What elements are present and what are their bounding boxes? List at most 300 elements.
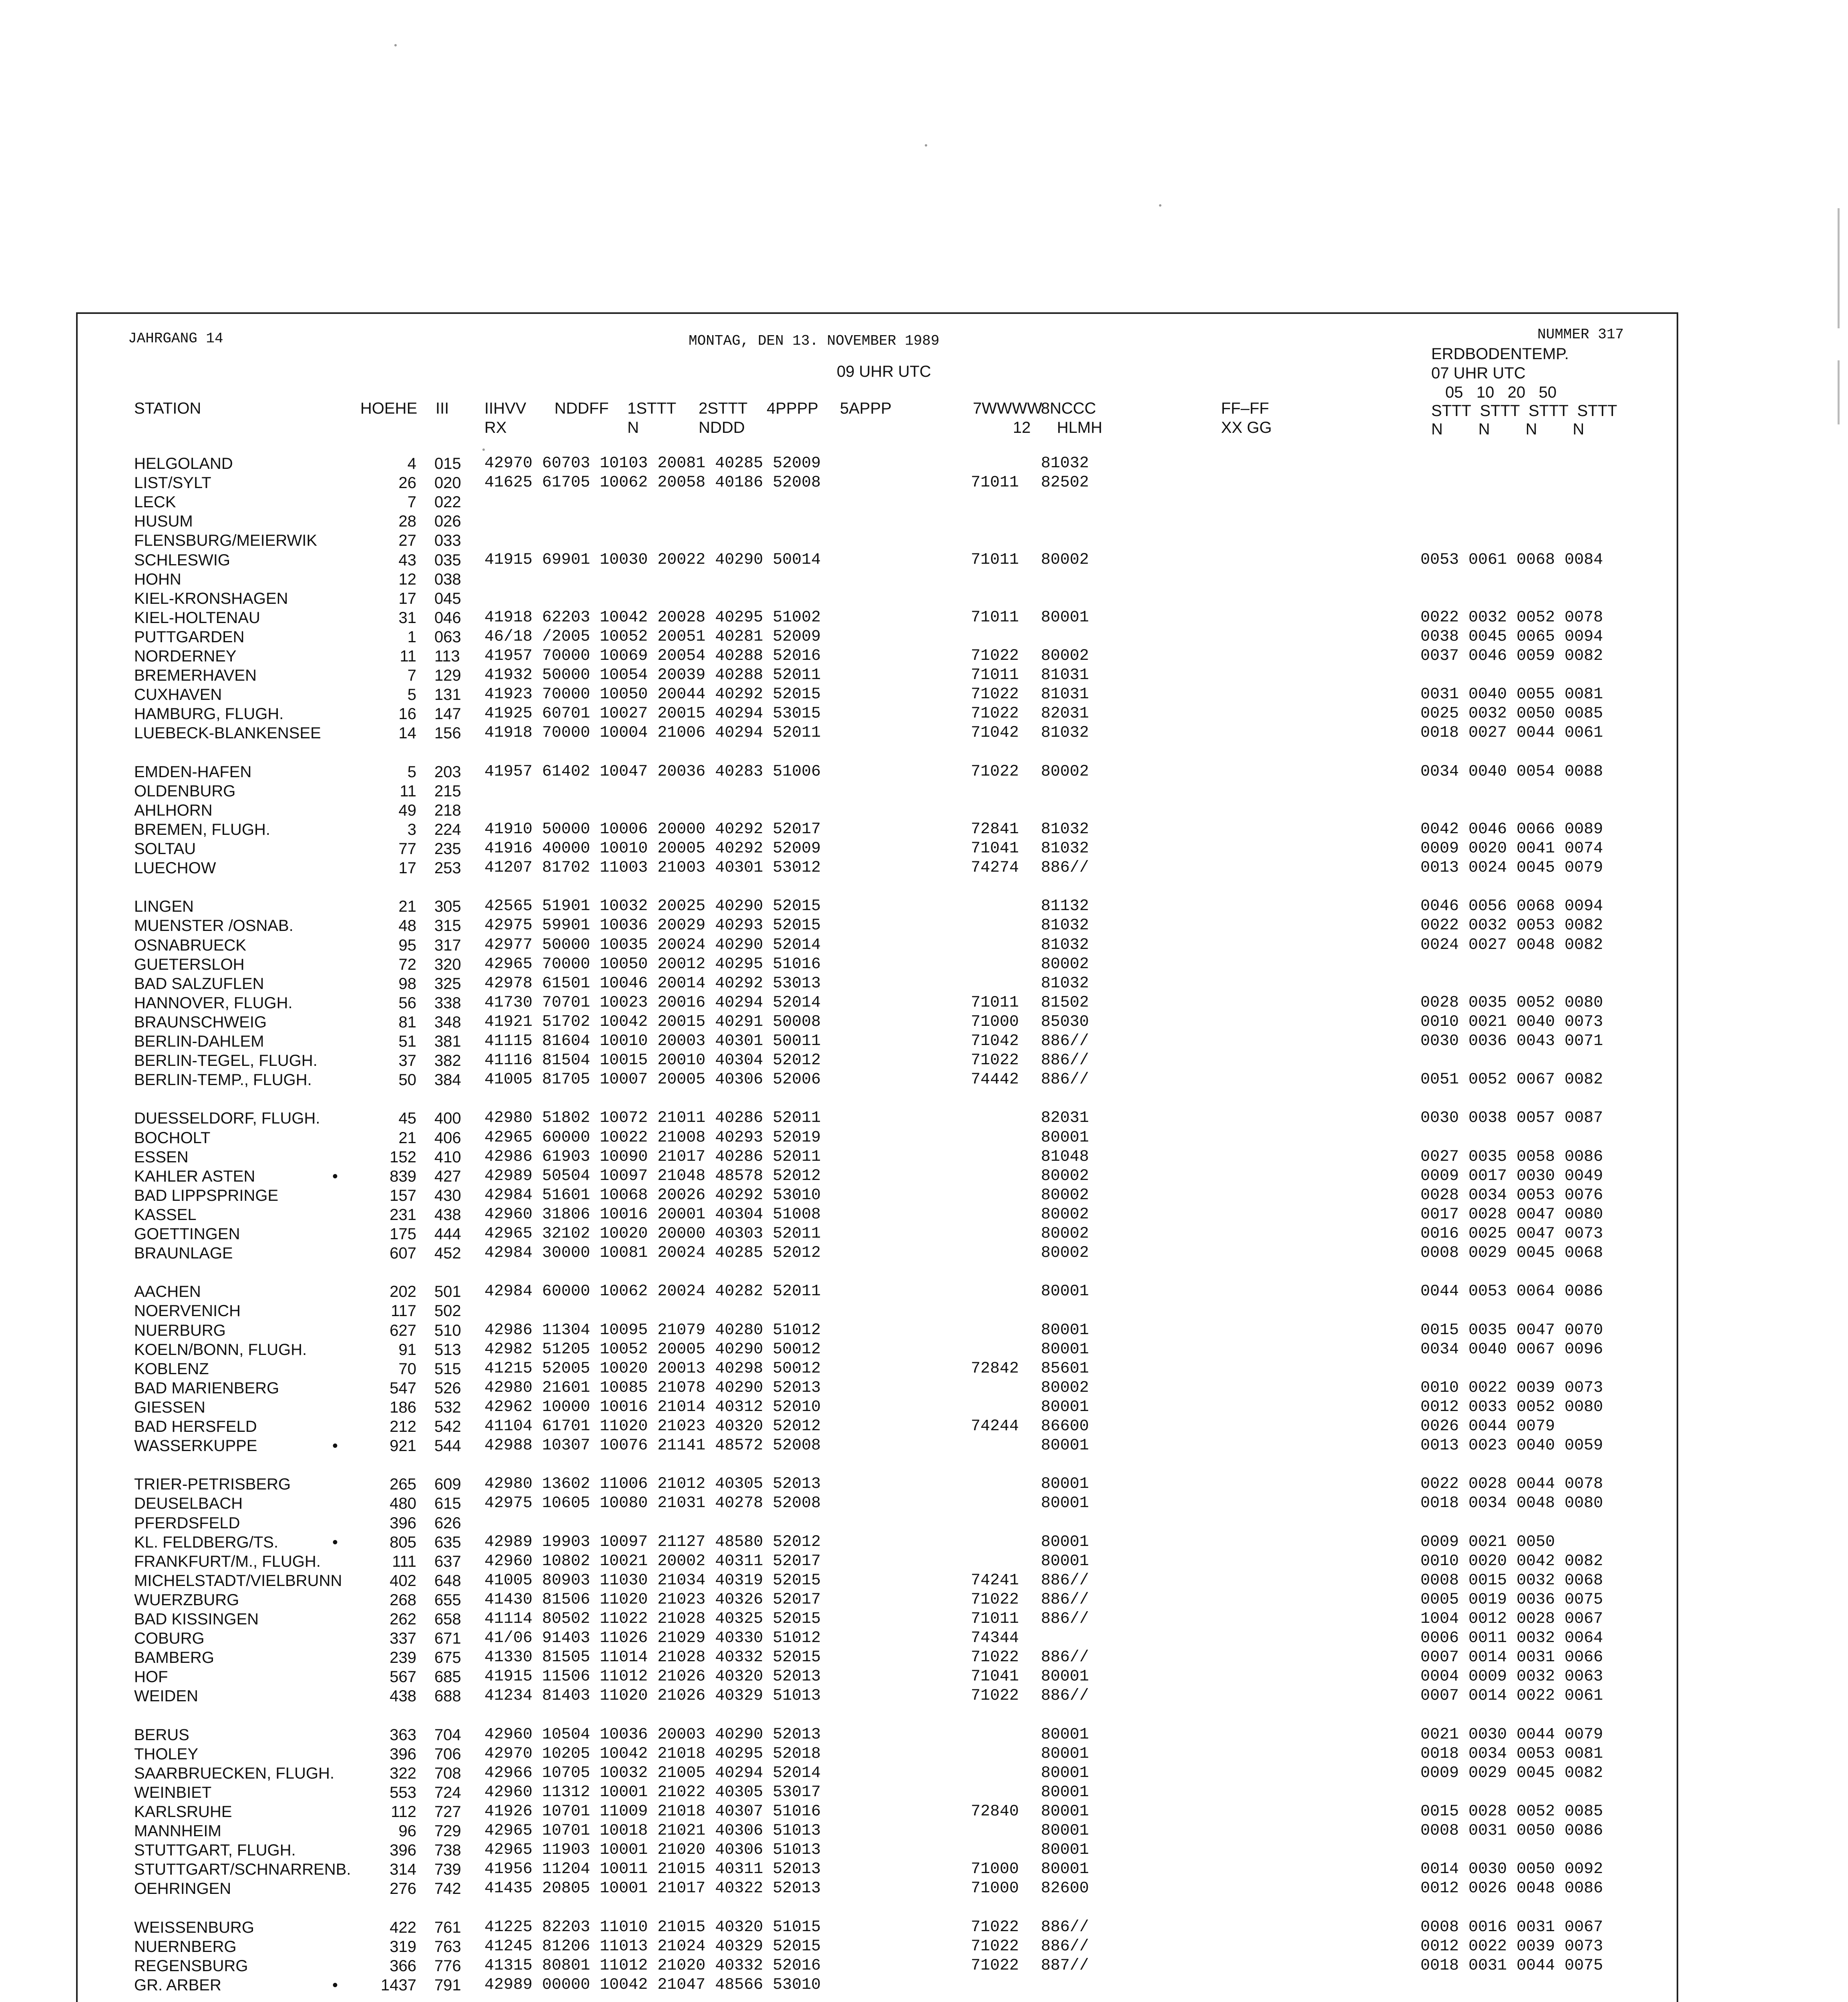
station-name: WEIDEN: [134, 1687, 198, 1705]
station-index: 038: [434, 570, 461, 588]
station-index: 410: [434, 1148, 461, 1166]
synop-groups: 42960 31806 10016 20001 40304 51008: [484, 1205, 821, 1224]
soil-temperatures: 0030 0038 0057 0087: [1420, 1109, 1603, 1128]
station-name: MICHELSTADT/VIELBRUNN: [134, 1572, 342, 1590]
cloud-group: 82031: [1041, 705, 1089, 723]
soil-temperatures: 0022 0032 0053 0082: [1420, 917, 1603, 935]
cloud-group: 81031: [1041, 666, 1089, 685]
station-height: 402: [390, 1572, 416, 1590]
station-index: 035: [434, 551, 461, 569]
cloud-group: 80001: [1041, 1321, 1089, 1339]
station-name: SAARBRUECKEN, FLUGH.: [134, 1764, 335, 1782]
station-height: 231: [390, 1206, 416, 1224]
station-name: THOLEY: [134, 1745, 199, 1763]
station-height: 81: [398, 1013, 416, 1031]
station-index: 609: [434, 1475, 461, 1493]
station-name: EMDEN-HAFEN: [134, 763, 252, 781]
station-index: 444: [434, 1225, 461, 1243]
synop-groups: 42980 13602 11006 21012 40305 52013: [484, 1475, 821, 1493]
weather-group: 71022: [971, 1956, 1019, 1975]
station-height: 480: [390, 1495, 416, 1513]
station-index: 253: [434, 859, 461, 877]
mountain-station-marker: •: [332, 1437, 338, 1455]
station-height: 112: [391, 1803, 416, 1821]
synop-groups: 42977 50000 10035 20024 40290 52014: [484, 936, 821, 954]
cloud-group: 81032: [1041, 724, 1089, 742]
station-name: HANNOVER, FLUGH.: [134, 994, 293, 1012]
col-group8-sub: HLMH: [1057, 419, 1103, 436]
synop-groups: 41435 20805 10001 21017 40322 52013: [484, 1879, 821, 1898]
weather-group: 71042: [971, 724, 1019, 742]
station-name: SOLTAU: [134, 840, 196, 858]
station-name: MANNHEIM: [134, 1822, 221, 1840]
cloud-group: 80002: [1041, 1167, 1089, 1185]
cloud-group: 81132: [1041, 897, 1089, 916]
soil-temperatures: 0013 0024 0045 0079: [1420, 859, 1603, 877]
station-index: 513: [434, 1341, 461, 1359]
soil-temperatures: 0044 0053 0064 0086: [1420, 1282, 1603, 1301]
synop-groups: 41625 61705 10062 20058 40186 52008: [484, 474, 821, 492]
soil-temperatures: 0012 0026 0048 0086: [1420, 1879, 1603, 1898]
station-index: 320: [434, 955, 461, 973]
station-name: TRIER-PETRISBERG: [134, 1475, 291, 1493]
station-height: 12: [398, 570, 416, 588]
station-index: 655: [434, 1591, 461, 1609]
station-height: 396: [390, 1841, 416, 1859]
station-name: BAD MARIENBERG: [134, 1379, 279, 1397]
station-height: 314: [390, 1861, 416, 1879]
station-height: 111: [392, 1552, 416, 1570]
station-index: 648: [434, 1572, 461, 1590]
cloud-group: 886//: [1041, 1051, 1089, 1070]
station-name: GR. ARBER: [134, 1976, 221, 1994]
weather-group: 74274: [971, 859, 1019, 877]
date-label: MONTAG, DEN 13. NOVEMBER 1989: [689, 333, 940, 349]
soil-temperatures: 0009 0017 0030 0049: [1420, 1167, 1603, 1185]
station-height: 11: [400, 782, 416, 800]
synop-groups: 41957 61402 10047 20036 40283 51006: [484, 762, 821, 781]
cloud-group: 80002: [1041, 955, 1089, 973]
issue-number: NUMMER 317: [1537, 326, 1624, 343]
synop-groups: 41116 81504 10015 20010 40304 52012: [484, 1051, 821, 1070]
station-index: 515: [434, 1360, 461, 1378]
station-name: WEISSENBURG: [134, 1918, 255, 1936]
station-index: 532: [434, 1398, 461, 1416]
station-name: GIESSEN: [134, 1398, 205, 1416]
station-height: 28: [398, 513, 416, 531]
weather-group: 71022: [971, 685, 1019, 704]
station-index: 615: [434, 1495, 461, 1513]
soil-temperatures: 0026 0044 0079: [1420, 1417, 1555, 1435]
cloud-group: 80001: [1041, 1494, 1089, 1513]
synop-groups: 41926 10701 11009 21018 40307 51016: [484, 1803, 821, 1821]
soil-temperatures: 0022 0028 0044 0078: [1420, 1475, 1603, 1493]
cloud-group: 80001: [1041, 1437, 1089, 1455]
station-name: BAD HERSFELD: [134, 1418, 257, 1435]
station-height: 96: [398, 1822, 416, 1840]
soil-temperatures: 0018 0031 0044 0075: [1420, 1956, 1603, 1975]
weather-group: 71011: [971, 551, 1019, 569]
synop-groups: 42975 59901 10036 20029 40293 52015: [484, 917, 821, 935]
synop-groups: 42960 11312 10001 21022 40305 53017: [484, 1783, 821, 1801]
station-height: 98: [398, 975, 416, 993]
synop-groups: 42978 61501 10046 20014 40292 53013: [484, 974, 821, 993]
cloud-group: 86600: [1041, 1417, 1089, 1435]
cloud-group: 81032: [1041, 936, 1089, 954]
weather-group: 72840: [971, 1803, 1019, 1821]
cloud-group: 80002: [1041, 1225, 1089, 1243]
station-height: 17: [398, 859, 416, 877]
station-height: 49: [398, 801, 416, 819]
station-index: 022: [434, 493, 461, 511]
station-index: 218: [434, 801, 461, 819]
synop-groups: 41925 60701 10027 20015 40294 53015: [484, 705, 821, 723]
station-height: 322: [390, 1764, 416, 1782]
cloud-group: 80002: [1041, 1244, 1089, 1262]
station-name: NOERVENICH: [134, 1302, 241, 1320]
cloud-group: 80001: [1041, 1475, 1089, 1493]
station-height: 7: [407, 493, 416, 511]
station-index: 203: [434, 763, 461, 781]
soil-temperatures: 0005 0019 0036 0075: [1420, 1590, 1603, 1609]
station-name: KASSEL: [134, 1206, 197, 1224]
station-index: 317: [434, 936, 461, 954]
station-index: 501: [434, 1283, 461, 1301]
station-name: BREMEN, FLUGH.: [134, 820, 271, 838]
station-index: 131: [434, 686, 461, 704]
synop-groups: 41315 80801 11012 21020 40332 52016: [484, 1956, 821, 1975]
soil-temperatures: 0038 0045 0065 0094: [1420, 627, 1603, 646]
cloud-group: 80001: [1041, 1128, 1089, 1147]
cloud-group: 80001: [1041, 1725, 1089, 1744]
station-height: 27: [398, 532, 416, 550]
station-name: NUERNBERG: [134, 1938, 237, 1956]
station-name: BERUS: [134, 1726, 189, 1744]
synop-groups: 41234 81403 11020 21026 40329 51013: [484, 1687, 821, 1705]
weather-group: 71022: [971, 1687, 1019, 1705]
station-index: 704: [434, 1726, 461, 1744]
soil-temperatures: 0013 0023 0040 0059: [1420, 1437, 1603, 1455]
station-name: AACHEN: [134, 1283, 201, 1301]
station-index: 063: [434, 628, 461, 646]
soil-temperatures: 0009 0020 0041 0074: [1420, 840, 1603, 858]
station-height: 396: [390, 1514, 416, 1532]
station-index: 688: [434, 1687, 461, 1705]
station-index: 026: [434, 513, 461, 531]
station-index: 724: [434, 1783, 461, 1801]
station-name: BAD KISSINGEN: [134, 1610, 259, 1628]
col-group4: 2STTT: [699, 400, 748, 417]
station-index: 742: [434, 1880, 461, 1898]
col-group6: 5APPP: [840, 400, 892, 417]
station-height: 37: [398, 1052, 416, 1070]
soil-temperatures: 0024 0027 0048 0082: [1420, 936, 1603, 954]
station-name: LECK: [134, 493, 176, 511]
station-height: 202: [390, 1283, 416, 1301]
station-index: 729: [434, 1822, 461, 1840]
synop-groups: 42966 10705 10032 21005 40294 52014: [484, 1764, 821, 1782]
cloud-group: 887//: [1041, 1956, 1089, 1975]
station-name: PUTTGARDEN: [134, 628, 245, 646]
cloud-group: 80001: [1041, 1668, 1089, 1686]
cloud-group: 80001: [1041, 1398, 1089, 1416]
weather-group: 74244: [971, 1417, 1019, 1435]
weather-group: 71022: [971, 1937, 1019, 1956]
station-name: REGENSBURG: [134, 1957, 248, 1975]
cloud-group: 80001: [1041, 1841, 1089, 1859]
cloud-group: 886//: [1041, 1032, 1089, 1050]
cloud-group: 81032: [1041, 840, 1089, 858]
station-name: AHLHORN: [134, 801, 213, 819]
cloud-group: 80001: [1041, 1282, 1089, 1301]
station-index: 727: [434, 1803, 461, 1821]
soil-temperatures: 0016 0025 0047 0073: [1420, 1225, 1603, 1243]
soil-temperatures: 0015 0028 0052 0085: [1420, 1803, 1603, 1821]
station-height: 91: [398, 1341, 416, 1359]
col-soil-a: STTT STTT STTT STTT: [1431, 402, 1617, 420]
station-name: HAMBURG, FLUGH.: [134, 705, 284, 723]
station-name: WASSERKUPPE: [134, 1437, 257, 1455]
soil-temperatures: 0010 0021 0040 0073: [1420, 1013, 1603, 1031]
soil-temperatures: 0028 0035 0052 0080: [1420, 993, 1603, 1012]
station-name: BRAUNSCHWEIG: [134, 1013, 267, 1031]
station-name: BERLIN-DAHLEM: [134, 1033, 264, 1050]
cloud-group: 80001: [1041, 1745, 1089, 1763]
station-height: 7: [407, 667, 416, 685]
station-height: 921: [390, 1437, 416, 1455]
weather-group: 72842: [971, 1359, 1019, 1378]
soil-temperatures: 0018 0027 0044 0061: [1420, 724, 1603, 742]
synop-groups: 41910 50000 10006 20000 40292 52017: [484, 820, 821, 838]
soil-temperatures: 0053 0061 0068 0084: [1420, 551, 1603, 569]
station-height: 366: [390, 1957, 416, 1975]
synop-groups: 41225 82203 11010 21015 40320 51015: [484, 1918, 821, 1936]
station-name: BERLIN-TEGEL, FLUGH.: [134, 1052, 317, 1070]
synop-groups: 41215 52005 10020 20013 40298 50012: [484, 1359, 821, 1378]
weather-group: 71011: [971, 474, 1019, 492]
synop-groups: 41005 80903 11030 21034 40319 52015: [484, 1571, 821, 1590]
cloud-group: 80001: [1041, 1822, 1089, 1840]
cloud-group: 81032: [1041, 974, 1089, 993]
station-index: 452: [434, 1244, 461, 1262]
station-name: MUENSTER /OSNAB.: [134, 917, 293, 935]
station-index: 020: [434, 474, 461, 492]
observation-time: 09 UHR UTC: [837, 363, 931, 380]
station-name: BAD LIPPSPRINGE: [134, 1186, 279, 1204]
synop-groups: 42965 10701 10018 21021 40306 51013: [484, 1822, 821, 1840]
station-index: 430: [434, 1186, 461, 1204]
weather-group: 71011: [971, 666, 1019, 685]
station-name: DEUSELBACH: [134, 1495, 243, 1513]
station-index: 658: [434, 1610, 461, 1628]
station-name: LUECHOW: [134, 859, 216, 877]
synop-groups: 41915 69901 10030 20022 40290 50014: [484, 551, 821, 569]
station-name: CUXHAVEN: [134, 686, 222, 704]
synop-groups: 42986 61903 10090 21017 40286 52011: [484, 1148, 821, 1166]
synop-groups: 42984 51601 10068 20026 40292 53010: [484, 1186, 821, 1204]
synop-groups: 41915 11506 11012 21026 40320 52013: [484, 1668, 821, 1686]
cloud-group: 80002: [1041, 551, 1089, 569]
col-group3-sub: N: [627, 419, 639, 436]
station-index: 033: [434, 532, 461, 550]
synop-groups: 42982 51205 10052 20005 40290 50012: [484, 1340, 821, 1359]
synop-groups: 42960 10504 10036 20003 40290 52013: [484, 1725, 821, 1744]
station-index: 235: [434, 840, 461, 858]
station-name: LIST/SYLT: [134, 474, 211, 492]
station-index: 384: [434, 1071, 461, 1089]
synop-groups: 41330 81505 11014 21028 40332 52015: [484, 1648, 821, 1667]
station-name: LUEBECK-BLANKENSEE: [134, 724, 321, 742]
station-name: GOETTINGEN: [134, 1225, 240, 1243]
station-index: 147: [434, 705, 461, 723]
cloud-group: 80001: [1041, 1783, 1089, 1801]
station-index: 215: [434, 782, 461, 800]
station-height: 31: [398, 609, 416, 627]
synop-groups: 41/06 91403 11026 21029 40330 51012: [484, 1629, 821, 1648]
station-name: SCHLESWIG: [134, 551, 231, 569]
col-ff-sub: XX GG: [1221, 419, 1272, 436]
station-index: 791: [434, 1976, 461, 1994]
cloud-group: 80002: [1041, 762, 1089, 781]
station-index: 671: [434, 1630, 461, 1648]
col-station: STATION: [134, 400, 201, 417]
station-name: KOELN/BONN, FLUGH.: [134, 1341, 307, 1359]
station-height: 70: [398, 1360, 416, 1378]
synop-groups: 42960 10802 10021 20002 40311 52017: [484, 1552, 821, 1570]
station-height: 5: [407, 763, 416, 781]
soil-temperatures: 0042 0046 0066 0089: [1420, 820, 1603, 838]
scan-speck: [482, 448, 485, 451]
soil-temperatures: 0009 0021 0050: [1420, 1533, 1555, 1551]
weather-group: 71022: [971, 1590, 1019, 1609]
soil-temperatures: 0017 0028 0047 0080: [1420, 1205, 1603, 1224]
scan-speck: [925, 144, 927, 147]
station-index: 046: [434, 609, 461, 627]
station-index: 544: [434, 1437, 461, 1455]
weather-group: 71022: [971, 762, 1019, 781]
station-index: 706: [434, 1745, 461, 1763]
station-name: KIEL-KRONSHAGEN: [134, 589, 288, 607]
synop-groups: 42965 70000 10050 20012 40295 51016: [484, 955, 821, 973]
station-name: NUERBURG: [134, 1321, 226, 1339]
soil-temperatures: 0009 0029 0045 0082: [1420, 1764, 1603, 1782]
cloud-group: 886//: [1041, 1648, 1089, 1667]
cloud-group: 82031: [1041, 1109, 1089, 1128]
station-name: PFERDSFELD: [134, 1514, 240, 1532]
station-name: BAD SALZUFLEN: [134, 975, 264, 993]
weather-group: 71041: [971, 840, 1019, 858]
weather-group: 74344: [971, 1629, 1019, 1648]
station-index: 305: [434, 898, 461, 916]
station-height: 319: [390, 1938, 416, 1956]
station-index: 626: [434, 1514, 461, 1532]
station-height: 45: [398, 1110, 416, 1128]
station-index: 510: [434, 1321, 461, 1339]
station-height: 186: [390, 1398, 416, 1416]
station-index: 502: [434, 1302, 461, 1320]
soil-temperatures: 0028 0034 0053 0076: [1420, 1186, 1603, 1204]
station-name: HELGOLAND: [134, 455, 233, 472]
soil-temperatures: 0051 0052 0067 0082: [1420, 1071, 1603, 1089]
station-height: 422: [390, 1918, 416, 1936]
soil-temperatures: 0018 0034 0053 0081: [1420, 1745, 1603, 1763]
synop-groups: 42984 60000 10062 20024 40282 52011: [484, 1282, 821, 1301]
station-index: 685: [434, 1668, 461, 1686]
soil-temperatures: 0034 0040 0067 0096: [1420, 1340, 1603, 1359]
cloud-group: 80001: [1041, 1552, 1089, 1570]
soil-temperatures: 0008 0031 0050 0086: [1420, 1822, 1603, 1840]
station-height: 212: [390, 1418, 416, 1435]
soil-temperatures: 0012 0033 0052 0080: [1420, 1398, 1603, 1416]
soil-temperatures: 0021 0030 0044 0079: [1420, 1725, 1603, 1744]
station-index: 156: [434, 724, 461, 742]
synop-groups: 41730 70701 10023 20016 40294 52014: [484, 993, 821, 1012]
cloud-group: 80001: [1041, 1533, 1089, 1551]
station-index: 761: [434, 1918, 461, 1936]
station-name: BAMBERG: [134, 1649, 215, 1667]
synop-groups: 41956 11204 10011 21015 40311 52013: [484, 1860, 821, 1879]
soil-temp-time: 07 UHR UTC: [1431, 364, 1526, 382]
cloud-group: 80002: [1041, 1379, 1089, 1397]
station-height: 268: [390, 1591, 416, 1609]
soil-temperatures: 0014 0030 0050 0092: [1420, 1860, 1603, 1879]
soil-temperatures: 0046 0056 0068 0094: [1420, 897, 1603, 916]
station-height: 337: [390, 1630, 416, 1648]
station-index: 400: [434, 1110, 461, 1128]
col-group1: IIHVV: [484, 400, 526, 417]
soil-temperatures: 0004 0009 0032 0063: [1420, 1668, 1603, 1686]
soil-temperatures: 0022 0032 0052 0078: [1420, 608, 1603, 627]
weather-group: 71011: [971, 608, 1019, 627]
station-name: LINGEN: [134, 898, 194, 916]
station-height: 51: [398, 1033, 416, 1050]
station-index: 382: [434, 1052, 461, 1070]
cloud-group: 886//: [1041, 1610, 1089, 1628]
station-height: 56: [398, 994, 416, 1012]
station-index: 348: [434, 1013, 461, 1031]
station-name: FRANKFURT/M., FLUGH.: [134, 1552, 321, 1570]
soil-temperatures: 0008 0016 0031 0067: [1420, 1918, 1603, 1936]
cloud-group: 886//: [1041, 1590, 1089, 1609]
station-height: 77: [398, 840, 416, 858]
synop-groups: 42980 51802 10072 21011 40286 52011: [484, 1109, 821, 1128]
station-height: 95: [398, 936, 416, 954]
synop-groups: 41430 81506 11020 21023 40326 52017: [484, 1590, 821, 1609]
soil-temperatures: 0018 0034 0048 0080: [1420, 1494, 1603, 1513]
synop-groups: 41957 70000 10069 20054 40288 52016: [484, 647, 821, 665]
station-index: 315: [434, 917, 461, 935]
synop-groups: 42965 60000 10022 21008 40293 52019: [484, 1128, 821, 1147]
synop-groups: 41115 81604 10010 20003 40301 50011: [484, 1032, 821, 1050]
station-name: HOF: [134, 1668, 168, 1686]
synop-groups: 41005 81705 10007 20005 40306 52006: [484, 1071, 821, 1089]
synop-groups: 42965 11903 10001 21020 40306 51013: [484, 1841, 821, 1859]
station-height: 396: [390, 1745, 416, 1763]
station-height: 21: [398, 898, 416, 916]
cloud-group: 81032: [1041, 820, 1089, 838]
soil-temperatures: 1004 0012 0028 0067: [1420, 1610, 1603, 1628]
soil-temperatures: 0025 0032 0050 0085: [1420, 705, 1603, 723]
cloud-group: 80001: [1041, 608, 1089, 627]
station-name: KARLSRUHE: [134, 1803, 232, 1821]
col-group5: 4PPPP: [767, 400, 818, 417]
scan-speck: [394, 44, 397, 46]
soil-temperatures: 0007 0014 0031 0066: [1420, 1648, 1603, 1667]
soil-temperatures: 0008 0015 0032 0068: [1420, 1571, 1603, 1590]
synop-groups: 42962 10000 10016 21014 40312 52010: [484, 1398, 821, 1416]
station-index: 406: [434, 1129, 461, 1147]
station-name: HUSUM: [134, 513, 193, 531]
